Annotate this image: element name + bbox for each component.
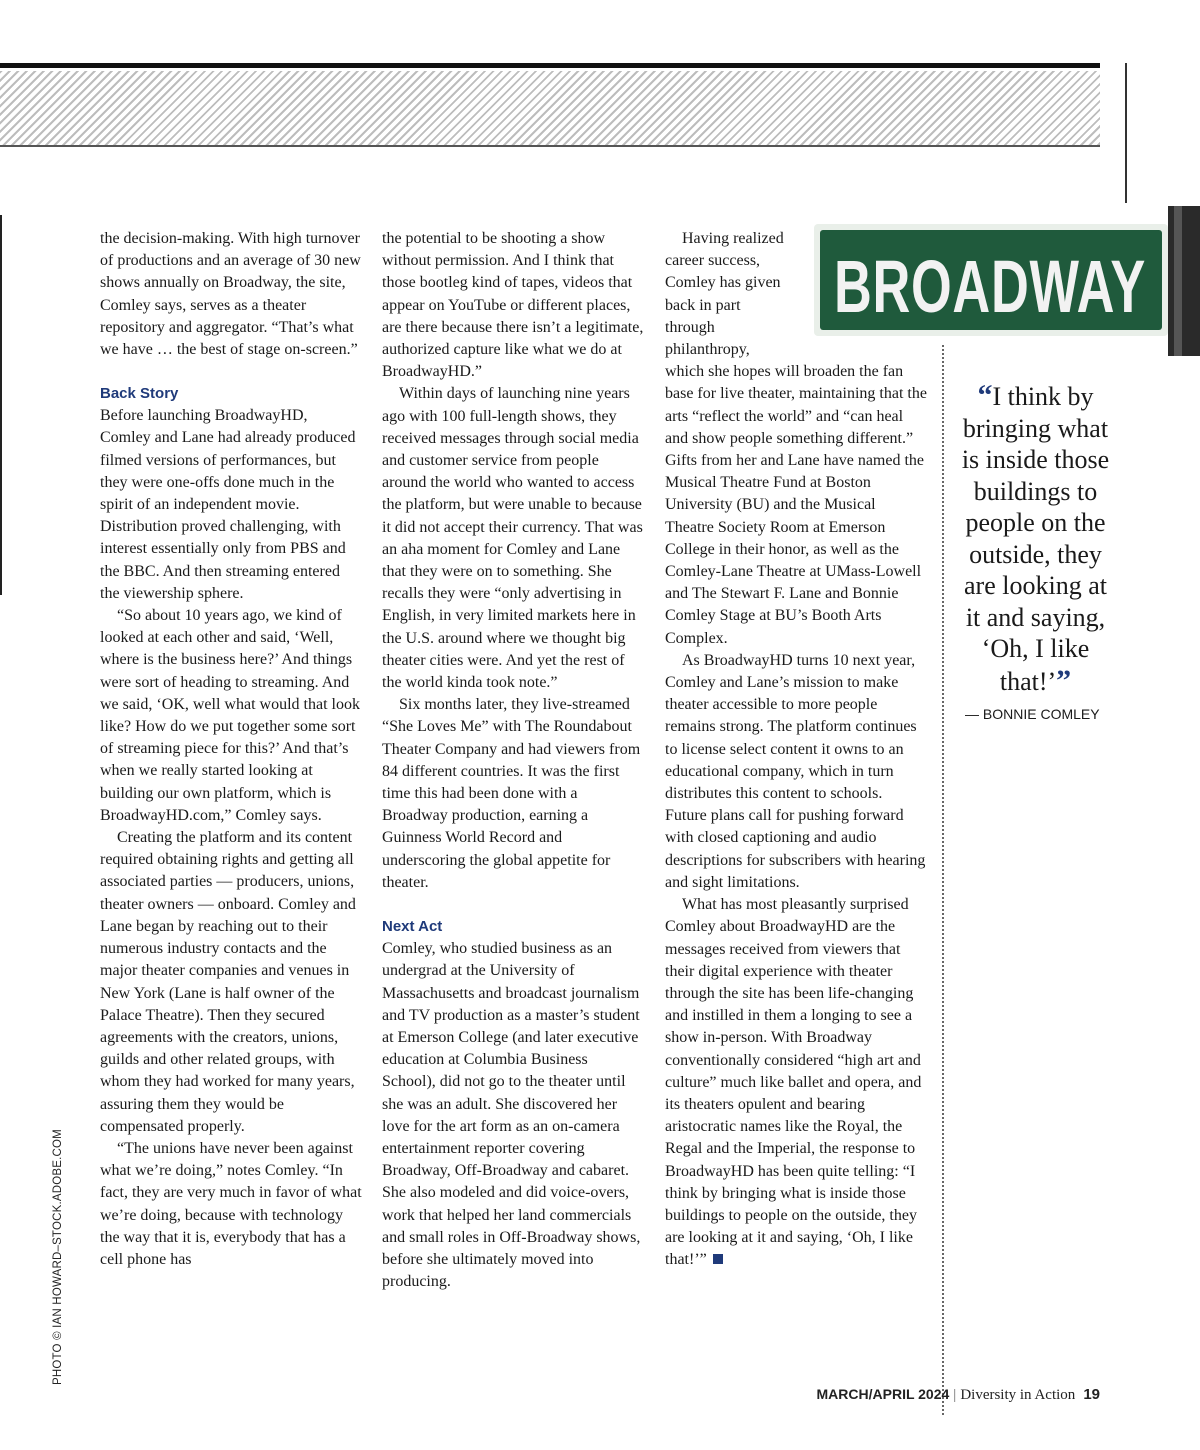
sign-post-highlight	[1174, 206, 1182, 356]
paragraph-text: What has most pleasantly surprised Comley about BroadwayHD are the messages received from viewers that their digital experience with theater through the site has been life-changing and instilled in them a longing to see a show in-person. With Broadway conventionally considered “high art and culture” much like ballet and opera, and its theaters opulent and bearing aristocratic names like the Royal, the Regal and the Imperial, the response to BroadwayHD has been quite telling: “I think by bringing what is inside those buildings to people on the outside, they are looking at it and saying, ‘Oh, I like that!’”	[665, 896, 922, 1269]
paragraph: Six months later, they live-streamed “She Loves Me” with The Roundabout Theater Company and had viewers from 84 different countries. It was the first time this had been done with a Broadway production, earning a Guinness World Record and underscoring the global appetite for theater.	[382, 696, 641, 891]
pullquote	[958, 380, 1113, 697]
sign-post	[1168, 206, 1200, 356]
pullquote-text: I think by bringing what is inside those buildings to people on the outside, they are looking at it and saying, ‘Oh, I like that!’	[961, 382, 1110, 696]
top-rule	[0, 63, 1100, 68]
paragraph	[665, 894, 927, 1271]
publication-name: Diversity in Action	[960, 1387, 1076, 1403]
pullquote-attribution: — BONNIE COMLEY	[965, 706, 1100, 722]
subhead-back-story: Back Story	[100, 385, 179, 403]
issue-date: MARCH/APRIL 2024	[816, 1386, 950, 1402]
paragraph: Comley, who studied business as an undergrad at the University of Massachusetts and broadcast journalism and TV production as a master’s student at Emerson College (and later executive education at Columbia Business School), did not go to the theater until she was an adult. She discovered her love for the art form as an on-camera entertainment reporter covering Broadway, Off-Broadway and cabaret. She also modeled and did voice-overs, work that helped her land commercials and small roles in Off-Broadway shows, before she ultimately moved into producing.	[382, 940, 641, 1291]
paragraph: the decision-making. With high turnover of productions and an average of 30 new shows annually on Broadway, the site, Comley says, serves as a theater repository and aggregator. “That’s what we have … the best of stage on-screen.”	[100, 230, 361, 359]
page-footer	[817, 1386, 1100, 1404]
end-mark-icon	[713, 1254, 723, 1264]
page-number: 19	[1083, 1386, 1100, 1403]
broadway-street-sign-photo	[814, 206, 1200, 356]
column-2	[382, 228, 644, 1293]
paragraph: As BroadwayHD turns 10 next year, Comley and Lane’s mission to make theater accessible to more people remains strong. The platform continues to license select content it owns to an educational company, which in turn distributes this content to schools. Future plans call for pushing forward with closed captioning and audio descriptions for subscribers with hearing and sight limitations.	[665, 651, 926, 891]
sign-text: BROADWAY	[834, 245, 1146, 328]
column-1	[100, 228, 362, 1271]
footer-separator: |	[953, 1387, 957, 1403]
photo-credit: PHOTO © IAN HOWARD–STOCK.ADOBE.COM	[52, 1129, 64, 1385]
subhead-next-act: Next Act	[382, 918, 443, 936]
pullquote-dotted-rule	[942, 345, 944, 1415]
open-quote-icon: “	[977, 379, 993, 412]
paragraph: the potential to be shooting a show without permission. And I think that those bootleg kind of tapes, videos that appear on YouTube or different places, are there because there isn’t a legitimate, authorized capture like what we do at BroadwayHD.”	[382, 230, 644, 381]
paragraph: Within days of launching nine years ago with 100 full-length shows, they received messages through social media and customer service from people around the world who wanted to access the platform, but were unable to because it did not accept their currency. That was an aha moment for Comley and Lane that they were on to something. She recalls they were “only advertising in English, in very limited markets here in the U.S. around where we thought big theater cities were. And yet the rest of the world kinda took note.”	[382, 385, 643, 692]
paragraph: Before launching BroadwayHD, Comley and Lane had already produced filmed versions of performances, but they were one-offs done much in the spirit of an independent movie. Distribution proved challenging, with interest essentially only from PBS and the BBC. And then streaming entered the viewership sphere.	[100, 407, 356, 602]
header-hatch-band	[0, 71, 1100, 147]
close-quote-icon: ”	[1056, 663, 1072, 697]
street-sign-image	[814, 206, 1200, 356]
vertical-rule	[1125, 63, 1127, 203]
paragraph: Having realized career success, Comley has given back in part through philanthropy, which she hopes will broaden the fan base for live theater, maintaining that the arts “reflect the world” and “can heal and show people something different.” Gifts from her and Lane have named the Musical Theatre Fund at Boston University (BU) and the Musical Theatre Society Room at Emerson College in their honor, as well as the Comley-Lane Theatre at UMass-Lowell and The Stewart F. Lane and Bonnie Comley Stage at BU’s Booth Arts Complex.	[665, 230, 927, 647]
paragraph: “The unions have never been against what we’re doing,” notes Comley. “In fact, they are very much in favor of what we’re doing, because with technology the way that it is, everybody that has a cell phone has	[100, 1139, 362, 1268]
paragraph: Creating the platform and its content required obtaining rights and getting all associated parties — producers, unions, theater owners — onboard. Comley and Lane began by reaching out to their numerous industry contacts and the major theater companies and venues in New York (Lane is half owner of the Palace Theatre). Then they secured agreements with the creators, unions, guilds and other related groups, with whom they had worked for many years, assuring them they would be compensated properly.	[100, 829, 356, 1135]
paragraph: “So about 10 years ago, we kind of looked at each other and said, ‘Well, where is the business here?’ And things were sort of heading to streaming. And we said, ‘OK, well what would that look like? How do we put together some sort of streaming piece for this?’ And that’s when we really started looking at building our own platform, which is BroadwayHD.com,” Comley says.	[100, 607, 360, 824]
left-margin-rule	[0, 215, 2, 595]
column-3	[665, 228, 927, 1272]
